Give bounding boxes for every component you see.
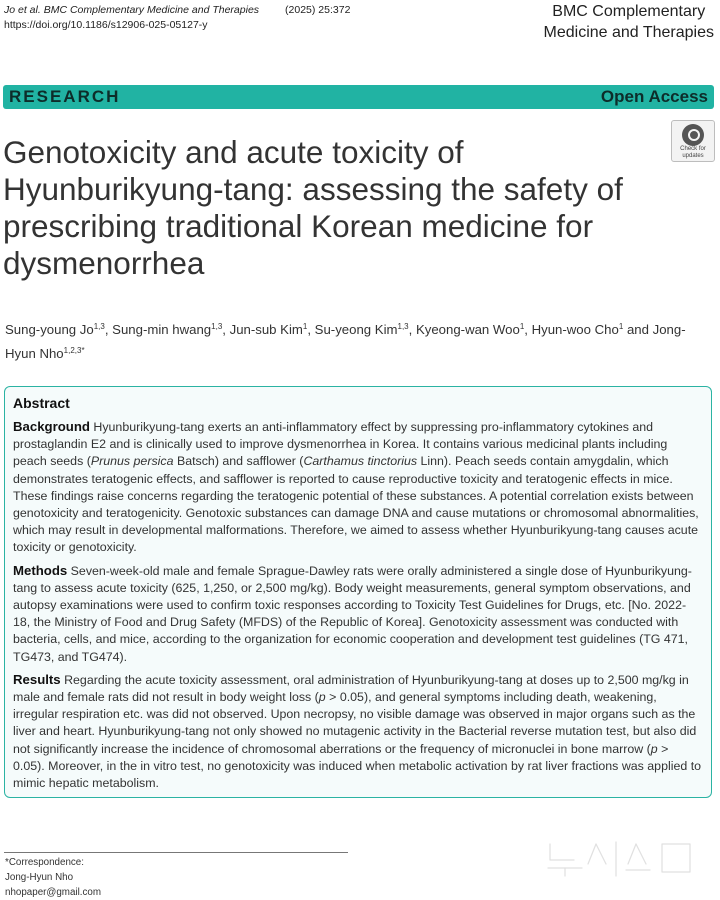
abstract-methods — [13, 562, 703, 666]
author-separator: , — [524, 322, 532, 337]
open-access-label: Open Access — [600, 87, 708, 106]
results-text-2: > 0.05), and general symptoms including death, weakening, irregular respiration etc. was did not observed. Upon necropsy, no visible damage was observed in major organs such as the liver and heart. Hyunburikyung-tang not only showed no mutagenic activity in the Bacterial reverse mutation test, but also did not significantly increase the incidence of chromosomal aberrations or the frequency of micronuclei in bone marrow ( — [13, 690, 697, 756]
correspondence-email[interactable]: nhopaper@gmail.com — [5, 887, 101, 898]
results-p-symbol-1: p — [318, 690, 326, 705]
background-text-3: Linn). Peach seeds contain amygdalin, which demonstrates teratogenic effects, and safflower is reported to cause reproductive toxicity and teratogenic effects in mice. These findings raise concerns regarding the teratogenic potential of these substances. A potential correlation exists between genotoxicity and teratogenicity. Genotoxic substances can damage DNA and cause mutations or chromosomal abnormalities, which may result in developmental malformations. Therefore, we aimed to assess whether Hyunburikyung-tang causes acute toxicity or genotoxicity. — [13, 454, 699, 555]
doi-link[interactable]: https://doi.org/10.1186/s12906-025-05127-y — [4, 19, 208, 31]
article-type-band — [3, 85, 714, 109]
author-name: Sung-min hwang — [112, 322, 212, 337]
year-volume: (2025) 25:372 — [285, 4, 351, 16]
background-species-1: Prunus persica — [90, 454, 174, 469]
author-list — [5, 316, 710, 364]
author-separator: , — [104, 322, 113, 337]
newsis-watermark-logo — [544, 838, 706, 878]
check-for-updates-icon — [682, 124, 704, 146]
abstract-background — [13, 418, 703, 557]
footnote-rule — [4, 852, 348, 853]
author-name: Kyeong-wan Woo — [415, 322, 520, 337]
author-affiliation: 1,3 — [93, 322, 105, 331]
author-affiliation: 1,3 — [397, 322, 409, 331]
check-for-updates-badge[interactable] — [671, 120, 715, 162]
results-text-1: Regarding the acute toxicity assessment, oral administration of Hyunburikyung-tang at doses up to 2,500 mg/kg in male and female rats did not result in body weight loss ( — [13, 672, 689, 705]
author-separator: , — [222, 322, 230, 337]
results-label: Results — [13, 671, 61, 687]
background-species-2: Carthamus tinctorius — [303, 454, 418, 469]
abstract-results — [13, 671, 703, 792]
background-label: Background — [13, 419, 90, 434]
article-title: Genotoxicity and acute toxicity of Hyunburikyung-tang: assessing the safety of prescribing traditional Korean medicine for dysmenorrhea — [3, 134, 623, 281]
badge-line2: updates — [682, 153, 704, 159]
methods-label: Methods — [13, 562, 68, 578]
results-p-symbol-2: p — [650, 741, 658, 756]
abstract-heading: Abstract — [13, 395, 70, 411]
journal-name-line2: Medicine and Therapies — [543, 24, 714, 41]
author-affiliation: 1 — [302, 322, 308, 331]
author-name: Jong-Hyun Nho — [5, 322, 686, 361]
author-name: Su-yeong Kim — [314, 322, 398, 337]
author-name: Hyun-woo Cho — [531, 322, 619, 337]
correspondence-name: Jong-Hyun Nho — [5, 872, 74, 883]
author-affiliation: 1,3 — [211, 322, 223, 331]
author-name: Sung-young Jo — [5, 322, 94, 337]
page-header-citation — [4, 3, 350, 33]
author-affiliation: 1 — [519, 322, 525, 331]
background-text-1: Hyunburikyung-tang exerts an anti-inflammatory effect by suppressing pro-inflammatory cytokines and prostaglandin E2 and is clinically used to improve dysmenorrhea in Korea. It contains various medicinal plants including peach seeds ( — [13, 420, 668, 469]
author-affiliation: 1,2,3* — [63, 346, 85, 355]
article-type-label: RESEARCH — [9, 87, 121, 106]
badge-line1: Check for — [680, 146, 706, 152]
author-separator: , — [307, 322, 315, 337]
correspondence-label: *Correspondence: — [5, 857, 84, 868]
journal-name-line1: BMC Complementary — [552, 3, 706, 20]
abstract-box — [4, 386, 712, 798]
author-separator: , — [408, 322, 416, 337]
correspondence-footnote — [5, 855, 101, 900]
author-affiliation: 1 — [618, 322, 624, 331]
journal-name — [544, 1, 714, 43]
author-name: Jun-sub Kim — [229, 322, 303, 337]
background-text-2: Batsch) and safflower ( — [173, 454, 304, 469]
results-text-3: > 0.05). Moreover, in the in vitro test, no genotoxicity was induced when metabolic activation by rat liver fractions was applied to mimic hepatic metabolism. — [13, 741, 702, 791]
methods-text: Seven-week-old male and female Sprague-Dawley rats were orally administered a single dose of Hyunburikyung-tang to assess acute toxicity (625, 1,250, or 2,500 mg/kg). Body weight measurements, general symptom observations, and autopsy examinations were used to confirm toxic responses according to Toxicity Test Guidelines for Drugs, etc. [No. 2022-18, the Ministry of Food and Drug Safety (MFDS) of the Republic of Korea]. Genotoxicity assessment was conducted with bacteria, cells, and mice, according to the organization for economic cooperation and development test guidelines (TG 471, TG473, and TG474). — [13, 563, 692, 664]
author-and: and — [623, 322, 653, 337]
journal-citation: Jo et al. BMC Complementary Medicine and Therapies — [4, 4, 260, 16]
